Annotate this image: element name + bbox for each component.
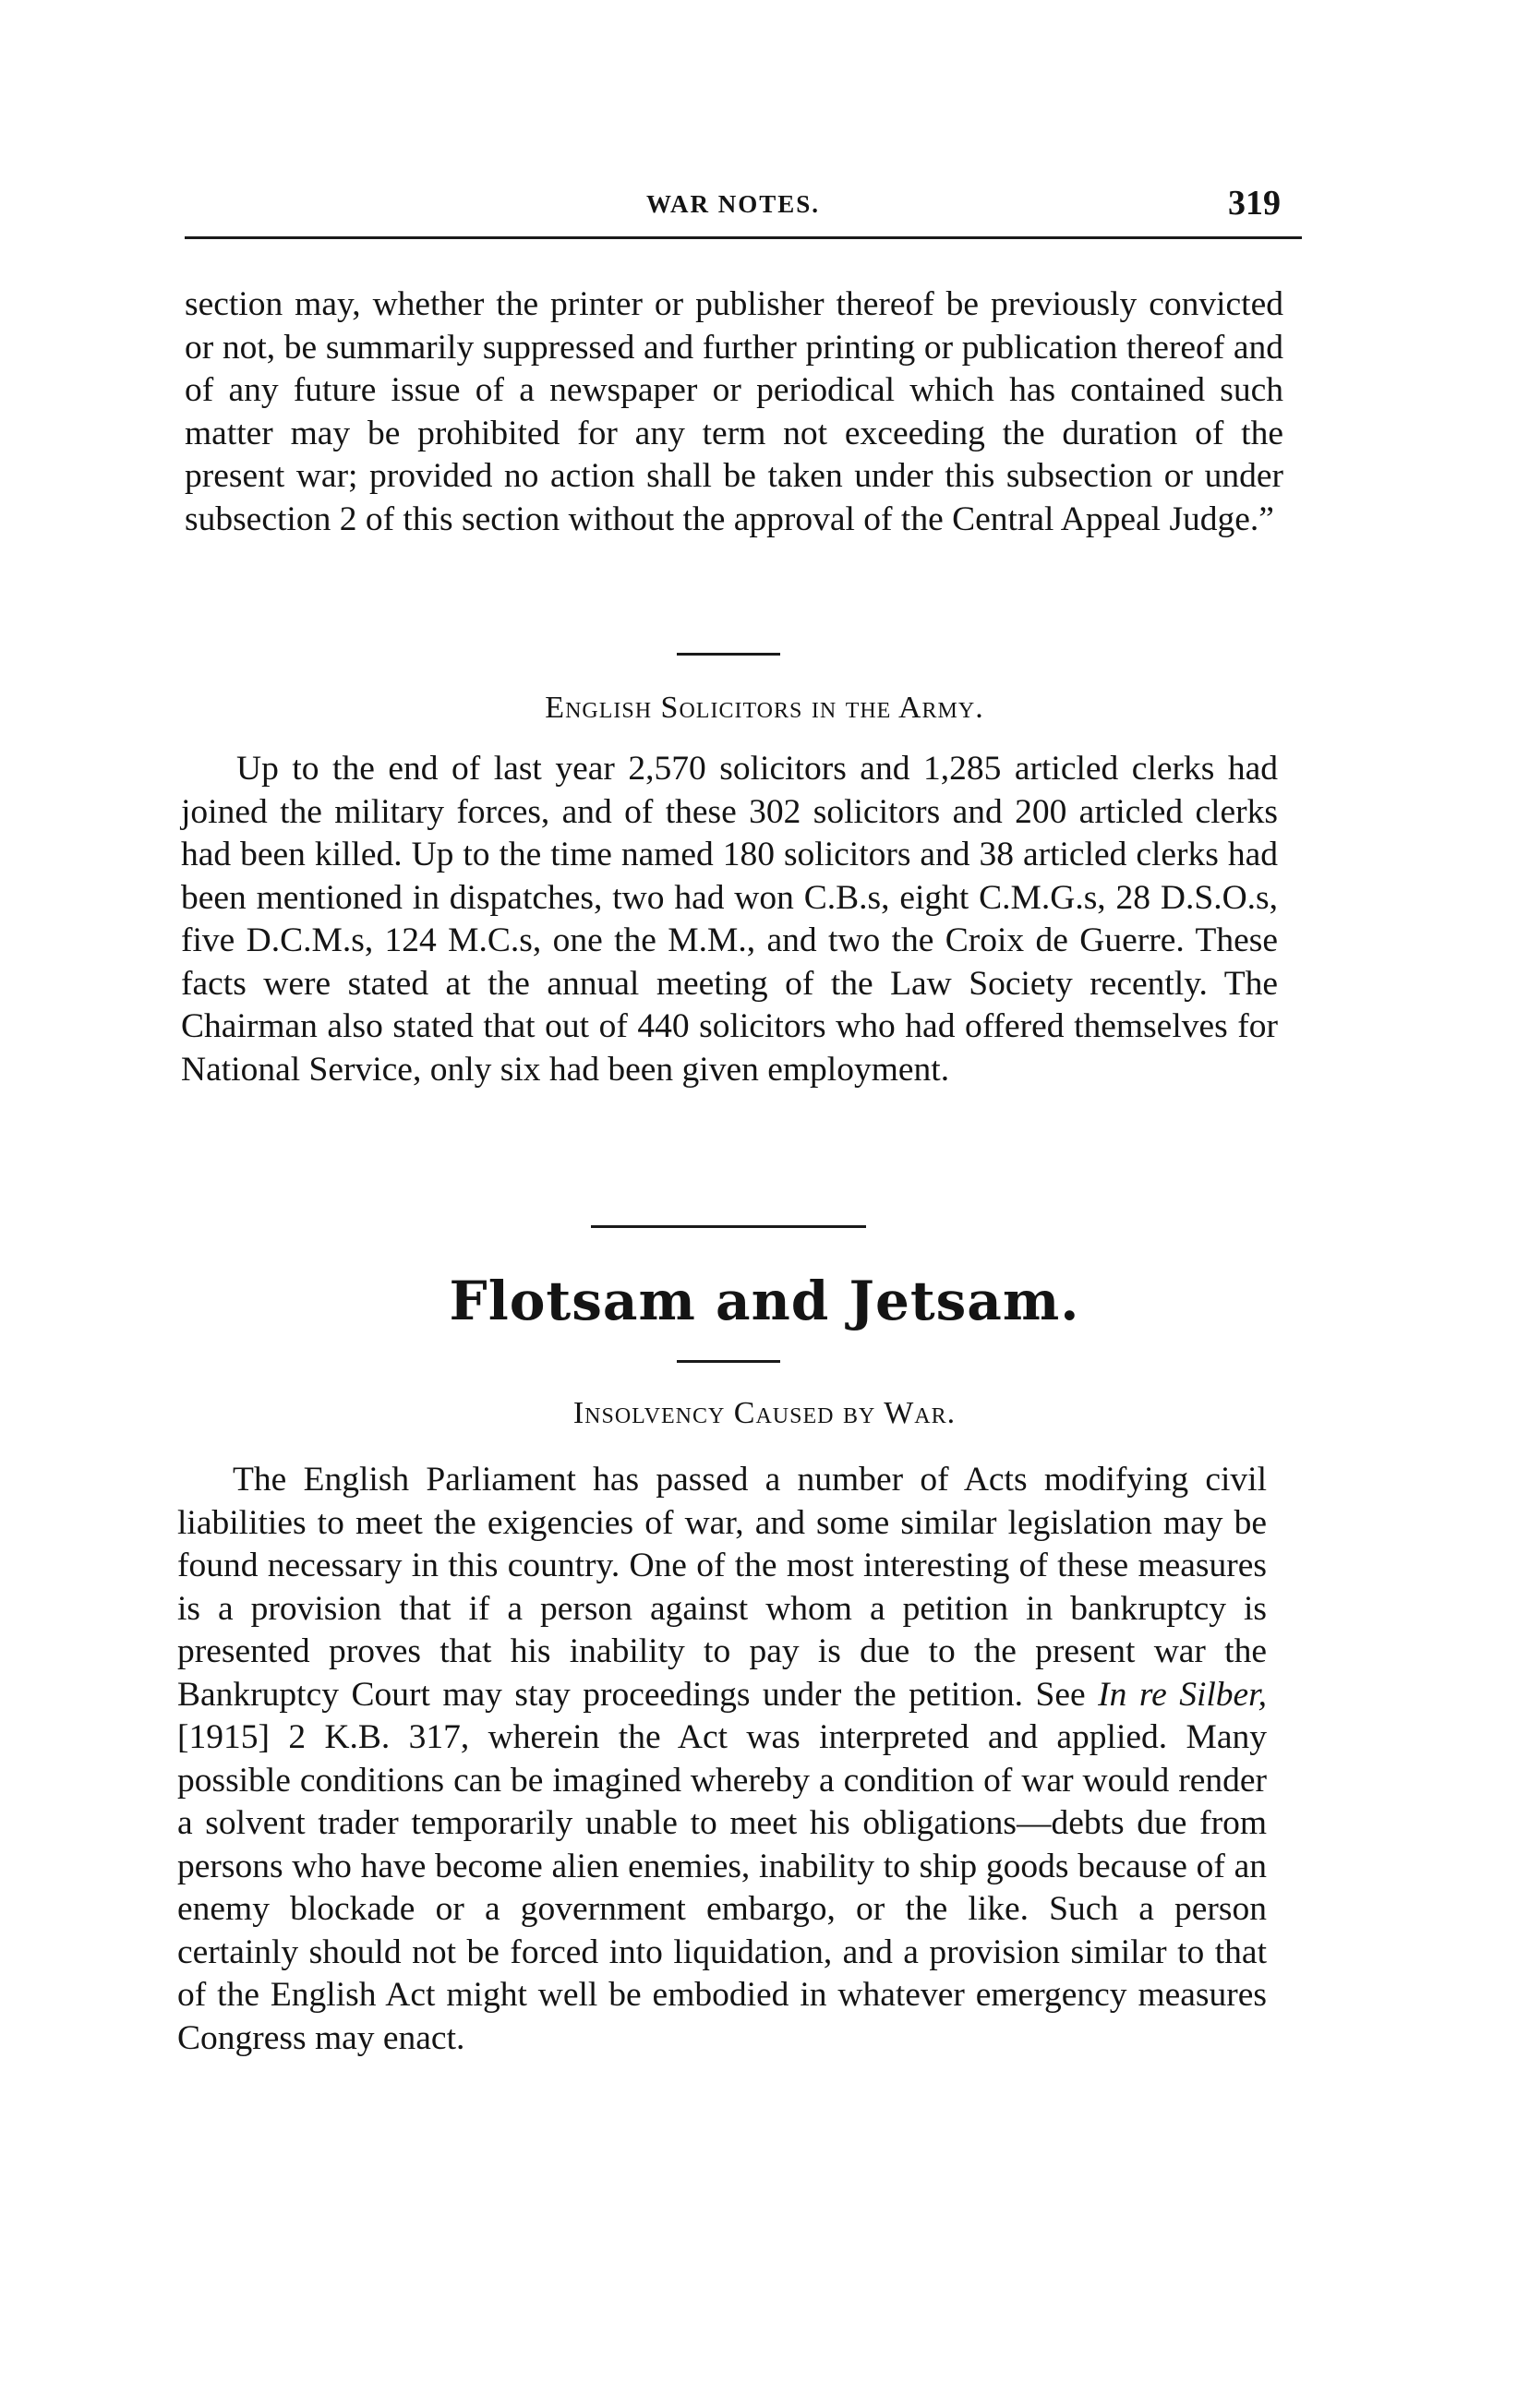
- title-divider: [677, 1360, 780, 1363]
- solicitors-text: Up to the end of last year 2,570 solicitors and 1,285 articled clerks had joined the military forces, and of these 302 solicitors and 200 articled clerks had been killed. Up to the time named 180 solicitors and 38 articled clerks had been mentioned in dispatches, two had won C.B.s, eight C.M.G.s, 28 D.S.O.s, five D.C.M.s, 124 M.C.s, one the M.M., and two the Croix de Guerre. These facts were stated at the annual meeting of the Law Society recently. The Chairman also stated that out of 440 solicitors who had offered themselves for National Service, only six had been given employment.: [181, 750, 1278, 1089]
- continued-paragraph: section may, whether the printer or publisher thereof be previously convicted or not, be summarily suppressed and further printing or publication thereof and of any future issue of a newspaper or periodical which has contained such matter may be prohibited for any term not exceeding the duration of the present war; provided no action shall be taken under this subsection or under subsection 2 of this section without the approval of the Central Appeal Judge.”: [185, 285, 1283, 538]
- insolvency-text-after: [1915] 2 K.B. 317, wherein the Act was interpreted and applied. Many possible conditions can be imagined whereby a condition of war would render a solvent trader temporarily unable to meet his obligations—debts due from persons who have become alien enemies, inability to ship goods because of an enemy blockade or a government embargo, or the like. Such a person certainly should not be forced into liquidation, and a provision similar to that of the English Act might well be embodied in whatever emergency measures Congress may enact.: [177, 1718, 1267, 2057]
- flotsam-title: Flotsam and Jetsam.: [449, 1270, 1080, 1332]
- header-rule: [185, 236, 1302, 239]
- running-head: [185, 183, 1293, 238]
- insolvency-text-before: The English Parliament has passed a number of Acts modifying civil liabilities to meet the exigencies of war, and some similar legislation may be found necessary in this country. One of the most interesting of these measures is a provision that if a person against whom a petition in bankruptcy is presented proves that his inability to pay is due to the present war the Bankruptcy Court may stay proceedings under the petition. See: [177, 1461, 1267, 1714]
- page-number: 319: [1228, 184, 1281, 223]
- running-title: WAR NOTES.: [646, 190, 821, 218]
- section-divider: [677, 653, 780, 656]
- solicitors-heading: English Solicitors in the Army.: [545, 691, 984, 725]
- insolvency-paragraph: [177, 1459, 1267, 2060]
- case-citation: In re Silber,: [1098, 1675, 1267, 1714]
- section-divider-long: [591, 1225, 866, 1228]
- insolvency-heading: Insolvency Caused by War.: [572, 1396, 957, 1430]
- solicitors-paragraph: [181, 748, 1278, 1091]
